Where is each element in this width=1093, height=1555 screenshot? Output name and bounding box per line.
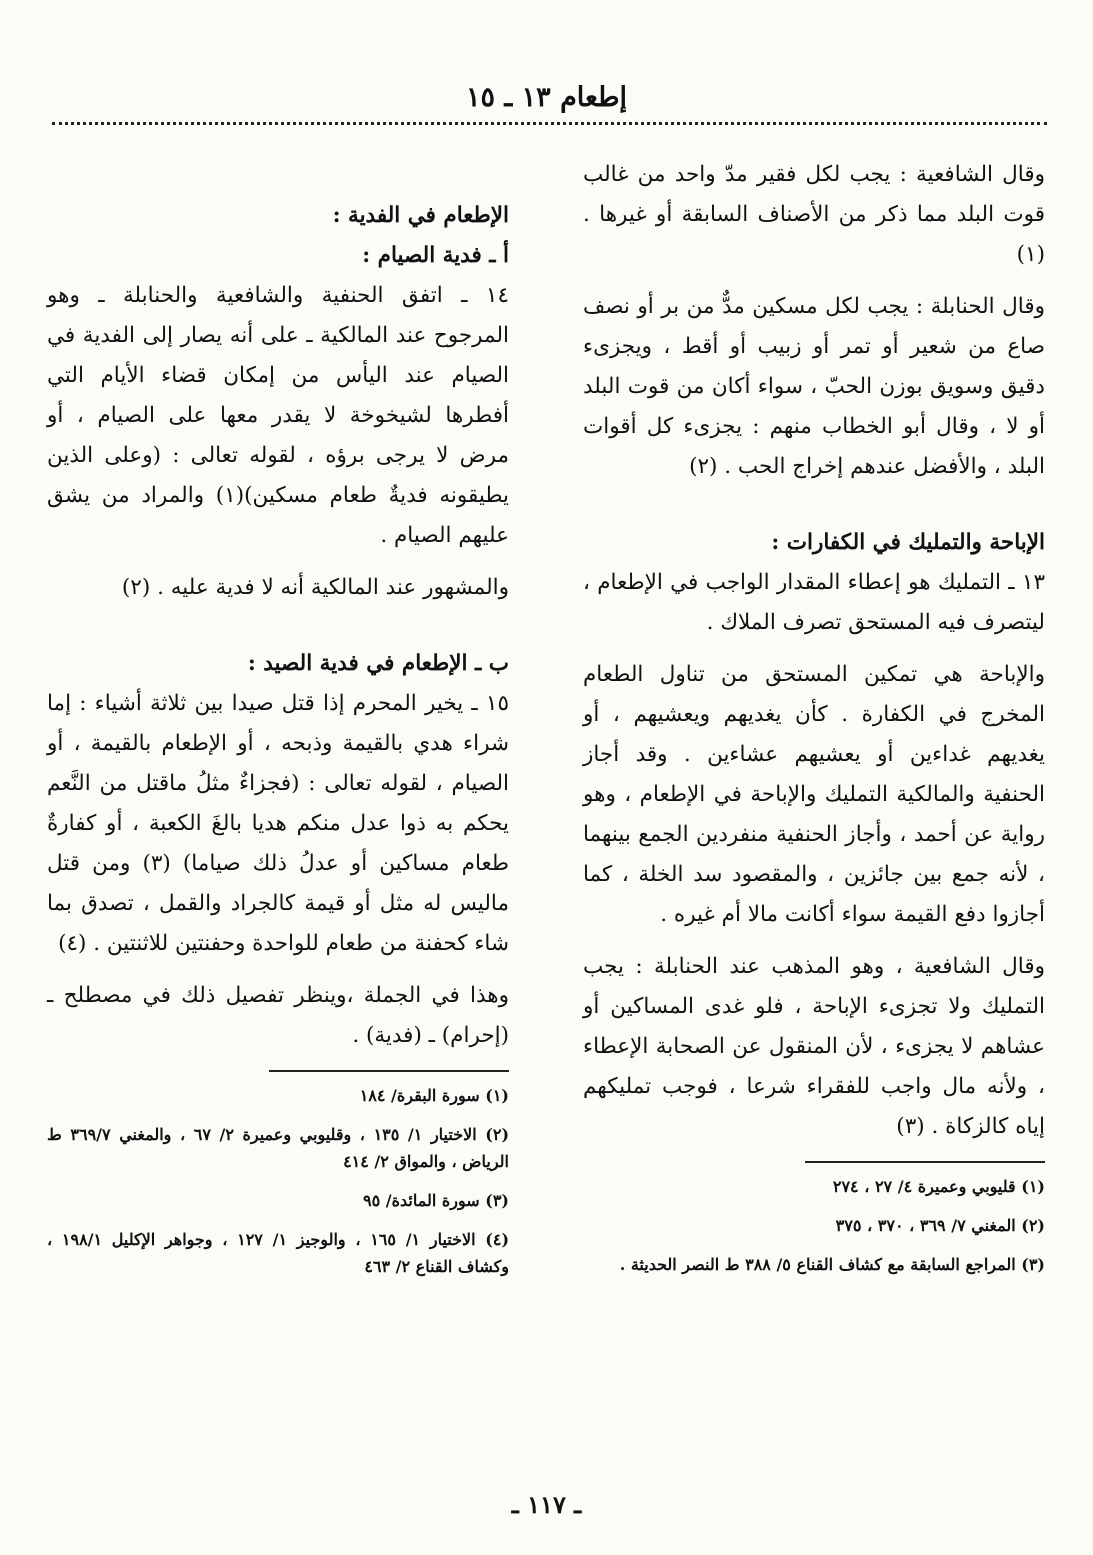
footnote: (٣) سورة المائدة/ ٩٥ [363,1191,509,1210]
paragraph-shafiiya-mudd: وقال الشافعية : يجب لكل فقير مدّ واحد من غالب قوت البلد مما ذكر من الأصناف السابقة أو غيرها . (١) [583,162,1045,267]
subheading-fidyat-sayd: ب ـ الإطعام في فدية الصيد : [247,651,509,676]
subheading-fidyat-siyam: أ ـ فدية الصيام : [362,243,509,268]
footnote: (١) سورة البقرة/ ١٨٤ [359,1086,509,1105]
paragraph-mashhur-malikiya: والمشهور عند المالكية أنه لا فدية عليه . (٢) [121,575,509,600]
footnote: (٤) الاختيار ١/ ١٦٥ ، والوجيز ١/ ١٢٧ ، وجواهر الإكليل ١٩٨/١ ، وكشاف القناع ٢/ ٤٦٣ [47,1230,510,1276]
footnote: (٣) المراجع السابقة مع كشاف القناع ٥/ ٣٨٨ ط النصر الحديثة . [619,1255,1045,1274]
footnote: (٢) المغني ٧/ ٣٦٩ ، ٣٧٠ ، ٣٧٥ [835,1216,1045,1235]
section-heading-ibaha: الإباحة والتمليك في الكفارات : [771,530,1045,555]
header-divider [52,122,1047,125]
left-column [47,196,509,1292]
paragraph-15-sayd: ١٥ ـ يخير المحرم إذا قتل صيدا بين ثلاثة أشياء : إما شراء هدي بالقيمة وذبحه ، أو الإطعام بالقيمة ، أو الصيام ، لقوله تعالى : (فجزاءٌ مثلُ ماقتل من النَّعم يحكم به ذوا عدل منكم هديا بالغَ الكعبة ، أو كفارةٌ طعام مساكين أو عدلُ ذلك صياما) (٣) ومن قتل ماليس له مثل أو قيمة كالجراد والقمل ، تصدق بما شاء كحفنة من طعام للواحدة وحفنتين للاثنتين . (٤) [47,691,509,956]
footnote-divider [269,1070,509,1072]
footnote: (١) قليوبي وعميرة ٤/ ٢٧ ، ٢٧٤ [832,1177,1045,1196]
footnote: (٢) الاختيار ١/ ١٣٥ ، وقليوبي وعميرة ٢/ ٦٧ ، والمغني ٣٦٩/٧ ط الرياض ، والمواق ٢/ ٤١٤ [47,1125,510,1171]
paragraph-14-fidya: ١٤ ـ اتفق الحنفية والشافعية والحنابلة ـ وهو المرجوح عند المالكية ـ على أنه يصار إلى الفدية في الصيام عند اليأس من إمكان قضاء الأيام التي أفطرها لشيخوخة لا يقدر معها على الصيام ، أو مرض لا يرجى برؤه ، لقوله تعالى : (وعلى الذين يطيقونه فديةٌ طعام مسكين)(١) والمراد من يشق عليهم الصيام . [47,283,509,548]
paragraph-see-also: وهذا في الجملة ،وينظر تفصيل ذلك في مصطلح ـ (إحرام) ـ (فدية) . [47,983,509,1048]
footnote-divider [805,1161,1045,1163]
right-column [583,155,1045,1290]
paragraph-shafiiya-tamlik: وقال الشافعية ، وهو المذهب عند الحنابلة : يجب التمليك ولا تجزىء الإباحة ، فلو غدى المساكين أو عشاهم لا يجزىء ، لأن المنقول عن الصحابة الإعطاء ، ولأنه مال واجب للفقراء شرعا ، فوجب تمليكهم إياه كالزكاة . (٣) [583,954,1045,1139]
section-heading-fidya: الإطعام في الفدية : [332,203,509,228]
paragraph-hanabila-mudd: وقال الحنابلة : يجب لكل مسكين مدٌّ من بر أو نصف صاع من شعير أو تمر أو زبيب أو أقط ، ويجزىء دقيق وسويق بوزن الحبّ ، سواء أكان من قوت البلد أو لا ، وقال أبو الخطاب منهم : يجزىء كل أقوات البلد ، والأفضل عندهم إخراج الحب . (٢) [583,294,1045,479]
page-number: ـ ١١٧ ـ [511,1490,582,1519]
running-header: إطعام ١٣ ـ ١٥ [465,82,628,113]
paragraph-13-tamlik: ١٣ ـ التمليك هو إعطاء المقدار الواجب في الإطعام ، ليتصرف فيه المستحق تصرف الملاك . [583,570,1045,635]
paragraph-ibaha: والإباحة هي تمكين المستحق من تناول الطعام المخرج في الكفارة . كأن يغديهم ويعشيهم ، أو يغديهم غداءين أو يعشيهم عشاءين . وقد أجاز الحنفية والمالكية التمليك والإباحة في الإطعام ، وهو رواية عن أحمد ، وأجاز الحنفية منفردين الجمع بينهما ، لأنه جمع بين جائزين ، والمقصود سد الخلة ، كما أجازوا دفع القيمة سواء أكانت مالا أم غيره . [583,662,1045,927]
